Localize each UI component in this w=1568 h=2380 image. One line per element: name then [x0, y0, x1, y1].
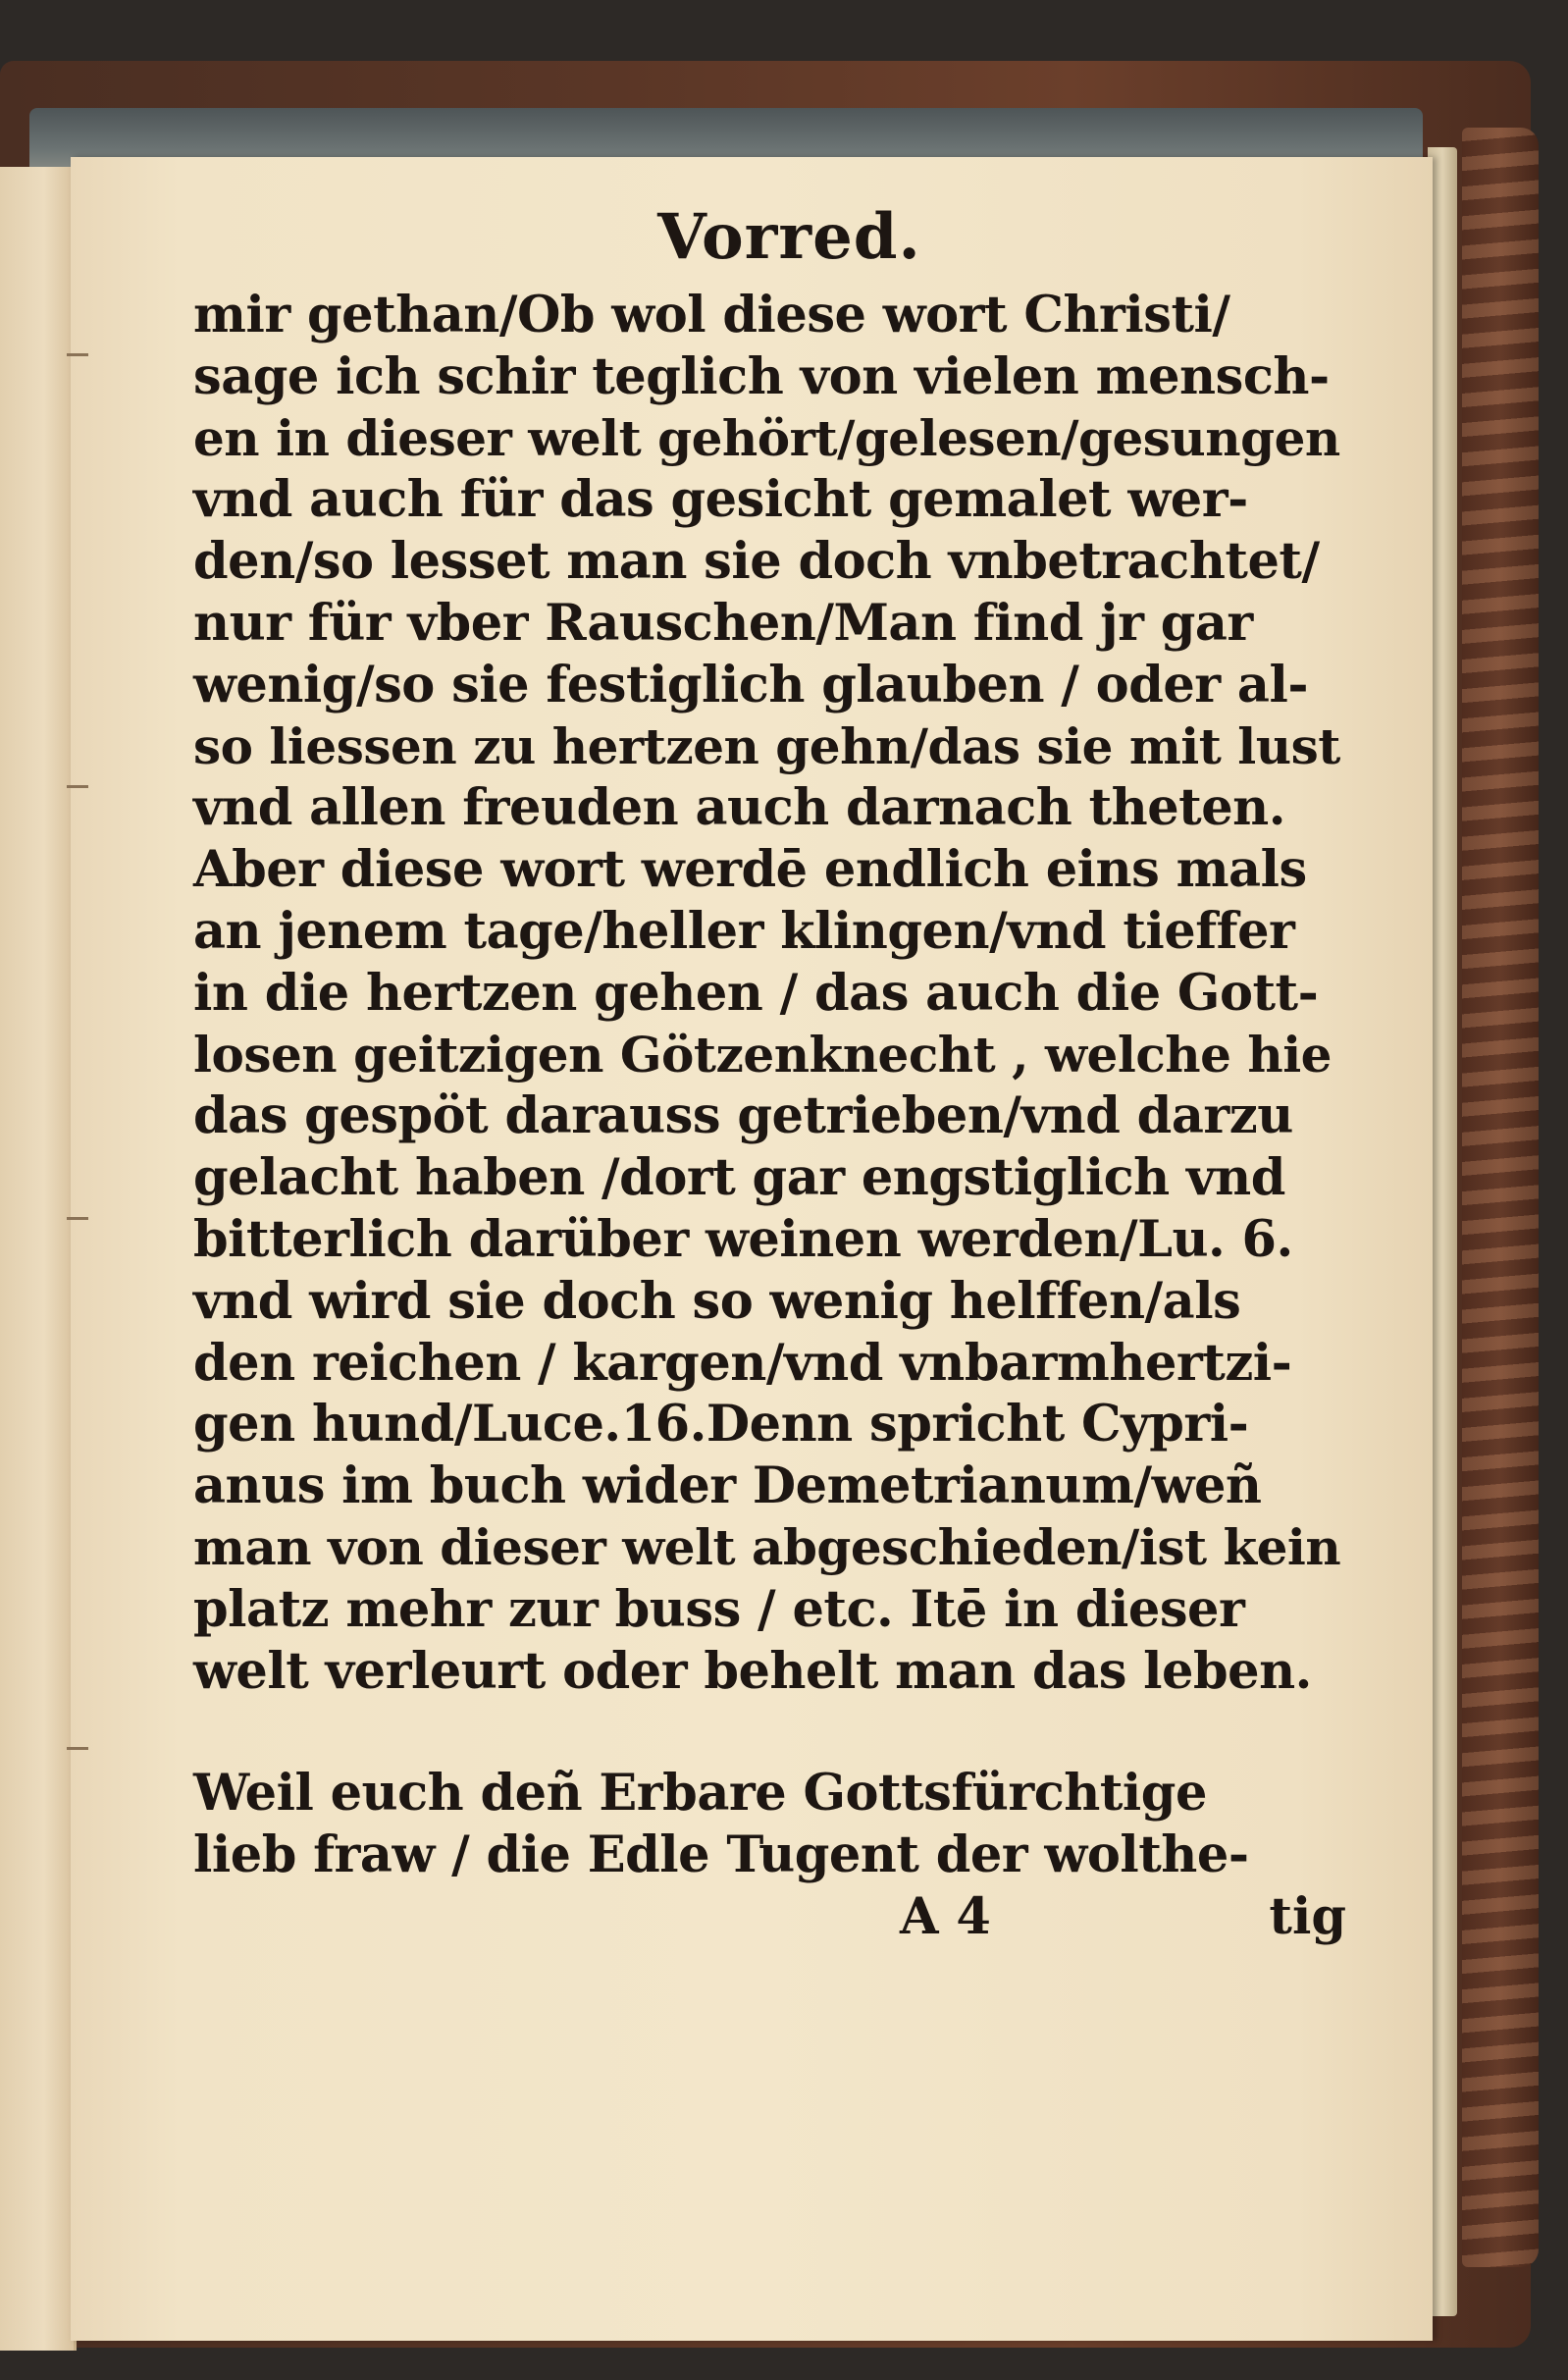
- text-line: welt verleurt oder behelt man das leben.: [193, 1641, 1312, 1701]
- text-line: Aber diese wort werdē endlich eins mals: [193, 840, 1307, 900]
- text-line: gelacht haben /dort gar engstiglich vnd: [193, 1148, 1285, 1208]
- catchword: tig: [1269, 1886, 1346, 1946]
- text-line: sage ich schir teglich von vielen mensch-: [193, 346, 1330, 406]
- text-line: mir gethan/Ob wol diese wort Christi/: [193, 286, 1230, 344]
- text-line: das gespöt darauss getrieben/vnd darzu: [193, 1086, 1293, 1146]
- text-line: nur für vber Rauschen/Man find jr gar: [193, 593, 1253, 653]
- binding-stitch: [67, 1217, 88, 1220]
- text-line: vnd auch für das gesicht gemalet wer-: [193, 470, 1248, 530]
- text-line: vnd wird sie doch so wenig helffen/als: [193, 1271, 1241, 1331]
- right-page: [71, 157, 1433, 2341]
- text-line: losen geitzigen Götzenknecht , welche hie: [193, 1025, 1332, 1084]
- text-line: an jenem tage/heller klingen/vnd tieffer: [193, 901, 1295, 961]
- left-page-sliver: [0, 167, 77, 2351]
- text-line: wenig/so sie festiglich glauben / oder al-: [193, 655, 1309, 714]
- text-line: en in dieser welt gehört/gelesen/gesungen: [193, 408, 1340, 467]
- running-head: Vorred.: [657, 200, 921, 274]
- text-line: lieb fraw / die Edle Tugent der wolthe-: [193, 1825, 1249, 1885]
- text-line: platz mehr zur buss / etc. Itē in dieser: [193, 1579, 1245, 1639]
- binding-stitch: [67, 1747, 88, 1750]
- page-footer: [193, 1886, 1346, 1947]
- text-line: den reichen / kargen/vnd vnbarmhertzi-: [193, 1333, 1292, 1393]
- text-line: so liessen zu hertzen gehn/das sie mit lust: [193, 716, 1340, 775]
- signature-mark: A 4: [900, 1886, 991, 1946]
- binding-stitch: [67, 785, 88, 788]
- text-line: bitterlich darüber weinen werden/Lu. 6.: [193, 1209, 1293, 1269]
- text-line: anus im buch wider Demetrianum/weñ: [193, 1456, 1262, 1516]
- page-text: [193, 198, 1346, 1947]
- cover-marbled-edge: [1462, 128, 1539, 2267]
- text-line: Weil euch deñ Erbare Gottsfürchtige: [193, 1764, 1207, 1824]
- text-line: man von dieser welt abgeschieden/ist kein: [193, 1517, 1341, 1576]
- text-line: vnd allen freuden auch darnach theten.: [193, 778, 1286, 838]
- text-line: gen hund/Luce.16.Denn spricht Cypri-: [193, 1395, 1249, 1454]
- text-line: den/so lesset man sie doch vnbetrachtet/: [193, 532, 1320, 592]
- paragraph-gap: [193, 1702, 1346, 1763]
- binding-stitch: [67, 353, 88, 356]
- text-line: in die hertzen gehen / das auch die Gott-: [193, 963, 1319, 1023]
